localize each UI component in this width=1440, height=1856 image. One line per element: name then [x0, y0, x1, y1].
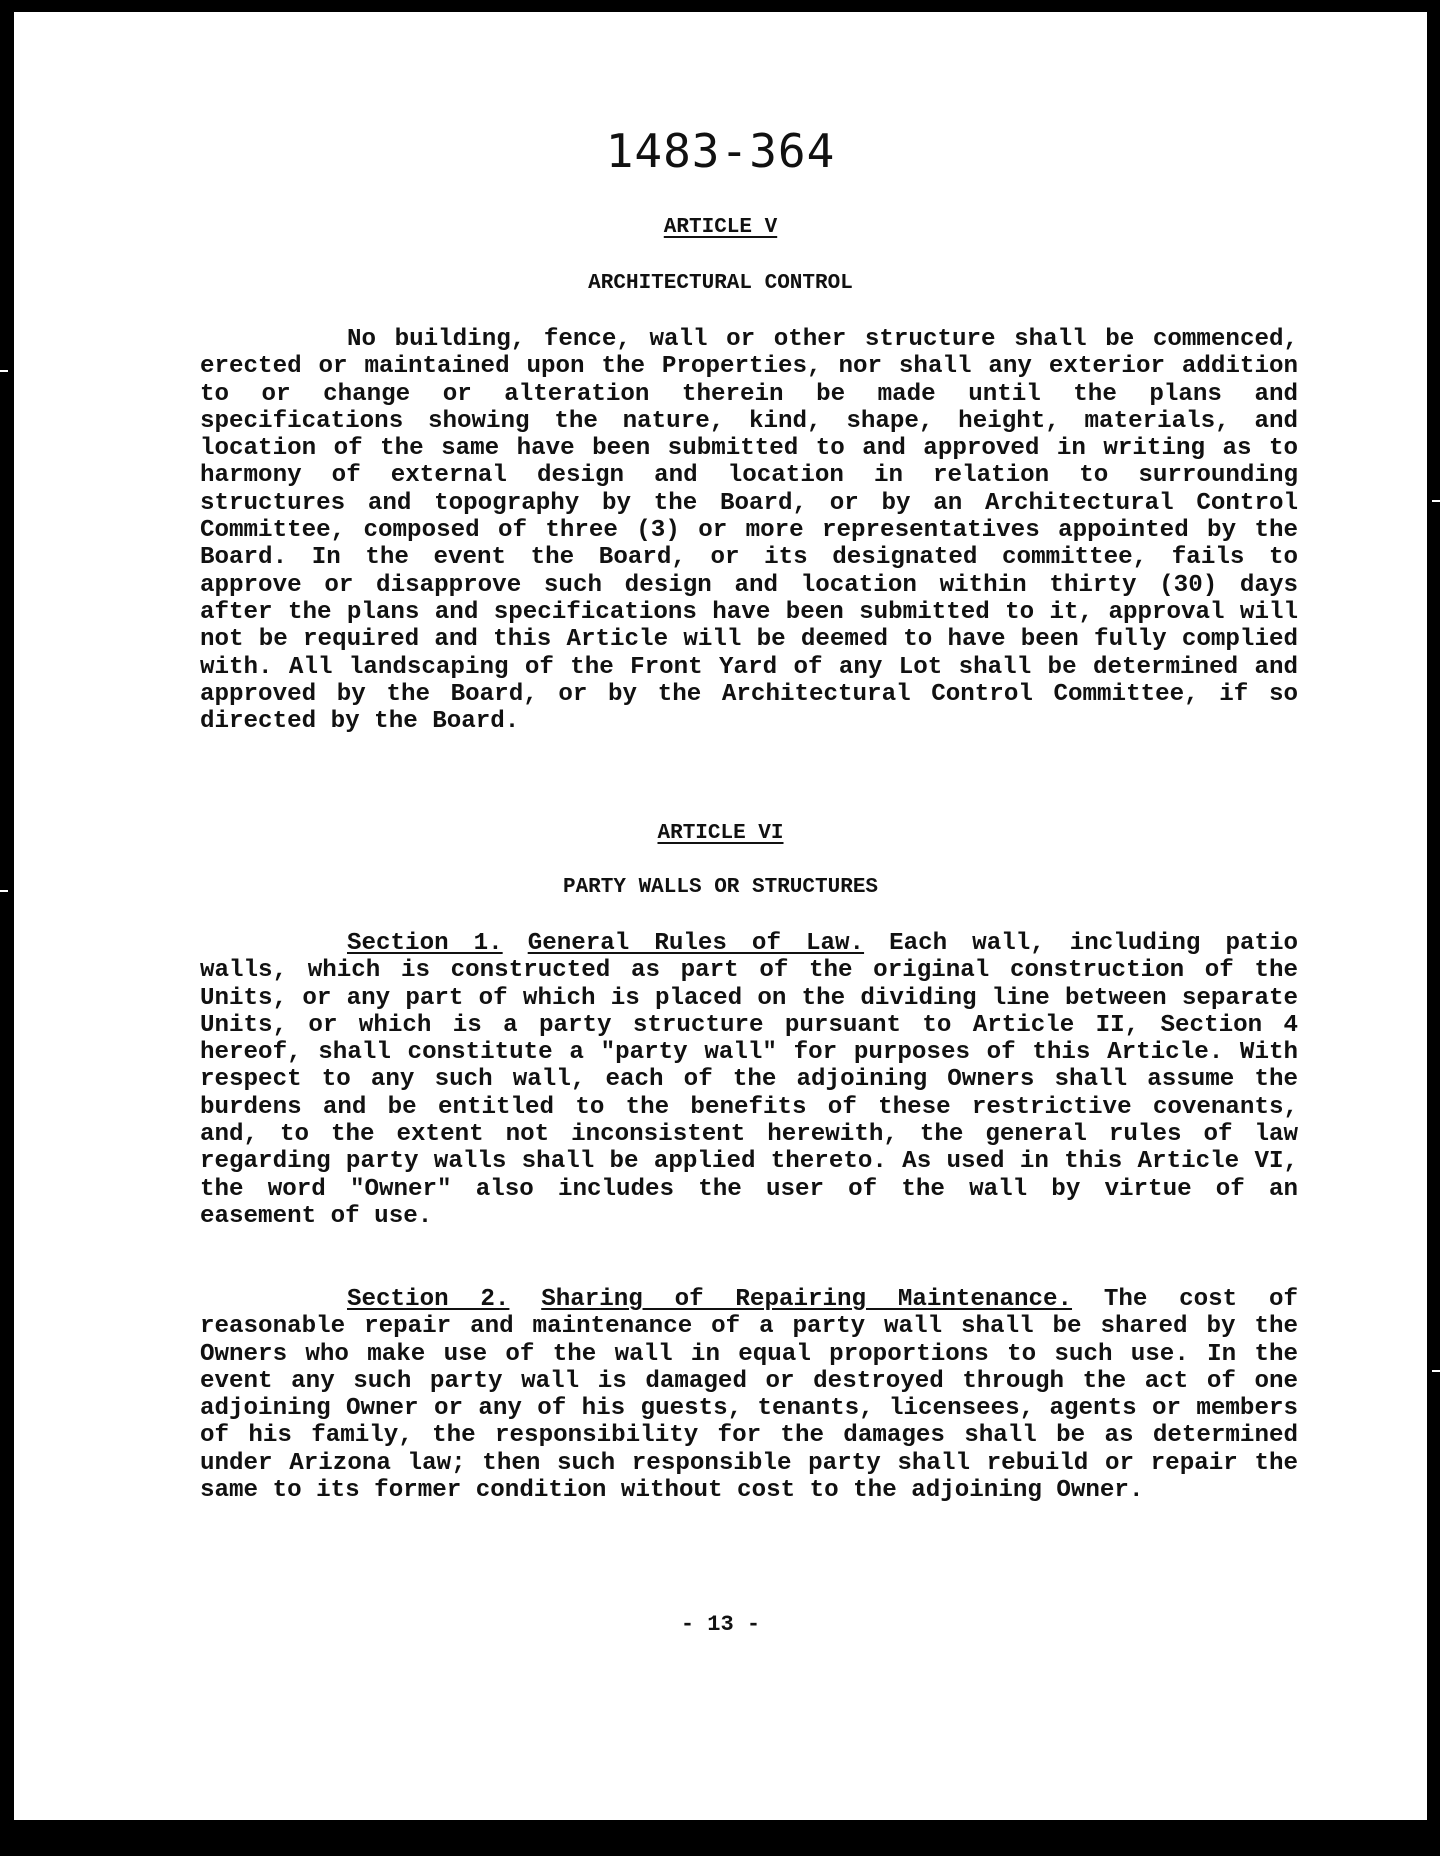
article-v-heading-text: ARTICLE V	[663, 216, 778, 239]
document-page	[14, 12, 1427, 1820]
article-v-body: No building, fence, wall or other structure shall be commenced, erected or maintained upon the Properties, nor shall any exterior addition to or change or alteration therein be made until the plans and specifications showing the nature, kind, shape, height, materials, and location of the same have been submitted to and approved in writing as to harmony of external design and location in relation to surrounding structures and topography by the Board, or by an Architectural Control Committee, composed of three (3) or more representatives appointed by the Board. In the event the Board, or its designated committee, fails to approve or disapprove such design and location within thirty (30) days after the plans and specifications have been submitted to it, approval will not be required and this Article will be deemed to have been fully complied with. All landscaping of the Front Yard of any Lot shall be determined and approved by the Board, or by the Architectural Control Committee, if so directed by the Board.	[200, 326, 1298, 736]
article-vi-heading-text: ARTICLE VI	[657, 822, 784, 845]
section-2-title: Sharing of Repairing Maintenance.	[541, 1286, 1073, 1313]
page-number: - 13 -	[680, 1612, 761, 1637]
scan-edge-mark	[1432, 1370, 1440, 1372]
document-number: 1483-364	[605, 124, 836, 178]
section-2-label: Section 2.	[347, 1286, 510, 1313]
article-vi-title: PARTY WALLS OR STRUCTURES	[562, 876, 879, 899]
article-v-heading	[14, 216, 1427, 239]
scan-edge-mark	[0, 890, 8, 892]
section-2-paragraph	[200, 1286, 1298, 1504]
scan-edge-mark	[0, 370, 8, 372]
section-1-paragraph	[200, 930, 1298, 1230]
article-v-title: ARCHITECTURAL CONTROL	[588, 272, 853, 295]
section-2-body: The cost of reasonable repair and maintenance of a party wall shall be shared by the Owners who make use of the wall in equal proportions to such use. In the event any such party wall is damaged or destroyed through the act of one adjoining Owner or any of his guests, tenants, licensees, agents or members of his family, the responsibility for the damages shall be as determined under Arizona law; then such responsible party shall rebuild or repair the same to its former condition without cost to the adjoining Owner.	[200, 1286, 1299, 1505]
article-vi-heading	[14, 822, 1427, 845]
section-1-title: General Rules of Law.	[527, 930, 865, 957]
scan-edge-mark	[1432, 500, 1440, 502]
section-1-label: Section 1.	[347, 930, 503, 957]
section-1-body: Each wall, including patio walls, which is constructed as part of the original construction of the Units, or any part of which is placed on the dividing line between separate Units, or which is a party structure pursuant to Article II, Section 4 hereof, shall constitute a "party wall" for purposes of this Article. With respect to any such wall, each of the adjoining Owners shall assume the burdens and be entitled to the benefits of these restrictive covenants, and, to the extent not inconsistent herewith, the general rules of law regarding party walls shall be applied thereto. As used in this Article VI, the word "Owner" also includes the user of the wall by virtue of an easement of use.	[200, 930, 1299, 1230]
